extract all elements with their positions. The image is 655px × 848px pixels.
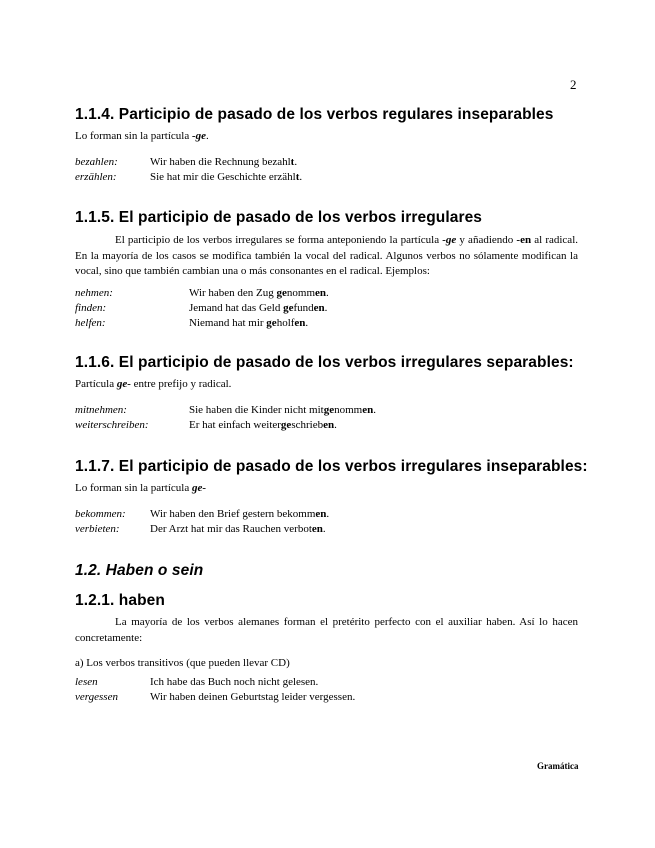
section-heading-1-1-7: 1.1.7. El participio de pasado de los verbos irregulares inseparables: xyxy=(75,458,588,475)
example-sentence: Wir haben die Rechnung bezahlt. xyxy=(150,156,298,168)
example-sentence: Niemand hat mir geholfen. xyxy=(189,317,309,329)
section-heading-1-1-5: 1.1.5. El participio de pasado de los verbos irregulares xyxy=(75,209,483,226)
example-sentence: Sie hat mir die Geschichte erzählt. xyxy=(150,171,303,183)
example-verb: finden: xyxy=(75,302,107,314)
section-heading-1-1-4: 1.1.4. Participio de pasado de los verbos regulares inseparables xyxy=(75,106,554,123)
subheading-transitive-verbs: a) Los verbos transitivos (que pueden llevar CD) xyxy=(75,657,290,669)
example-verb: erzählen: xyxy=(75,171,117,183)
examples-1-1-7 xyxy=(75,507,329,537)
example-row xyxy=(75,418,376,433)
example-row xyxy=(75,155,302,170)
example-row xyxy=(75,403,376,418)
examples-1-1-6 xyxy=(75,403,376,433)
paragraph-1-1-5: El participio de los verbos irregulares se forma anteponiendo la partícula -ge y añadiendo -en al radical. En la mayoría de los casos se modifica también la vocal del radical. Algunos verbos no sólamente modifican la vocal, sino que también cambian una o más consonantes en el radical. Ejemplos: xyxy=(75,234,578,277)
example-row xyxy=(75,170,302,185)
example-sentence: Wir haben den Zug genommen. xyxy=(189,287,329,299)
example-sentence: Wir haben den Brief gestern bekommen. xyxy=(150,508,330,520)
example-sentence: Er hat einfach weitergeschrieben. xyxy=(189,419,337,431)
example-row xyxy=(75,675,355,690)
example-verb: nehmen: xyxy=(75,287,113,299)
example-verb: bezahlen: xyxy=(75,156,118,168)
examples-1-1-5 xyxy=(75,286,329,331)
intro-1-1-7: Lo forman sin la partícula ge- xyxy=(75,482,207,494)
example-verb: mitnehmen: xyxy=(75,404,127,416)
example-verb: weiterschreiben: xyxy=(75,419,149,431)
example-row xyxy=(75,286,329,301)
section-heading-1-1-6: 1.1.6. El participio de pasado de los verbos irregulares separables: xyxy=(75,354,574,371)
example-verb: vergessen xyxy=(75,691,118,703)
example-row xyxy=(75,301,329,316)
intro-1-1-4: Lo forman sin la partícula -ge. xyxy=(75,130,209,142)
example-row xyxy=(75,316,329,331)
example-sentence: Ich habe das Buch noch nicht gelesen. xyxy=(150,676,319,688)
example-verb: bekommen: xyxy=(75,508,126,520)
example-sentence: Jemand hat das Geld gefunden. xyxy=(189,302,328,314)
example-sentence: Der Arzt hat mir das Rauchen verboten. xyxy=(150,523,326,535)
footer-label: Gramática xyxy=(537,761,579,771)
page-number: 2 xyxy=(570,77,577,92)
examples-1-2-1 xyxy=(75,675,355,705)
example-row xyxy=(75,690,355,705)
example-row xyxy=(75,522,329,537)
intro-1-1-6: Partícula ge- entre prefijo y radical. xyxy=(75,378,232,390)
example-verb: lesen xyxy=(75,676,98,688)
examples-1-1-4 xyxy=(75,155,302,185)
section-heading-1-2: 1.2. Haben o sein xyxy=(75,562,204,579)
paragraph-1-2-1: La mayoría de los verbos alemanes forman el pretérito perfecto con el auxiliar haben. Así lo hacen concretamente: xyxy=(75,616,578,644)
example-verb: helfen: xyxy=(75,317,106,329)
section-heading-1-2-1: 1.2.1. haben xyxy=(75,592,165,609)
example-sentence: Wir haben deinen Geburtstag leider vergessen. xyxy=(150,691,356,703)
example-sentence: Sie haben die Kinder nicht mitgenommen. xyxy=(189,404,376,416)
example-row xyxy=(75,507,329,522)
example-verb: verbieten: xyxy=(75,523,120,535)
